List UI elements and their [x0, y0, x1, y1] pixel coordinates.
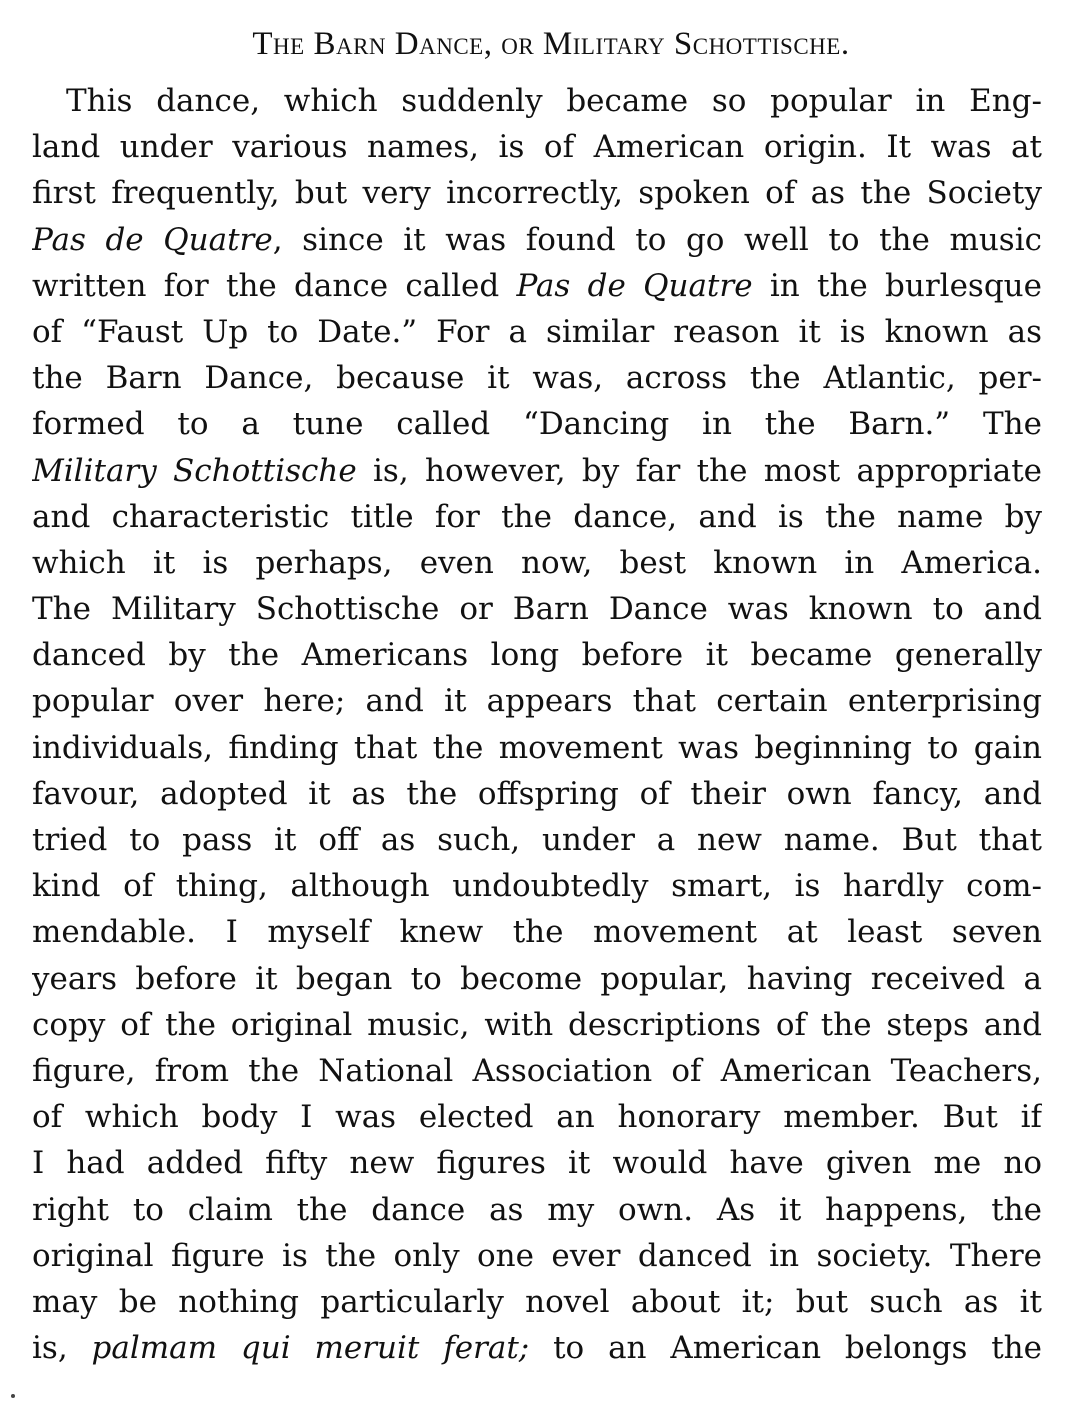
- italic-phrase: Pas de Quatre: [516, 267, 753, 304]
- text-line: formed to a tune called “Dancing in the Barn.” The: [32, 406, 1042, 443]
- italic-phrase: Military Schottische: [32, 452, 357, 489]
- body-text: [32, 78, 1042, 1371]
- text-line: figure, from the National Association of American Teachers,: [32, 1052, 1042, 1089]
- margin-speck: [11, 1394, 15, 1398]
- text-line: favour, adopted it as the offspring of their own fancy, and: [32, 775, 1042, 812]
- text-line: This dance, which suddenly became so popular in Eng-: [66, 83, 1042, 119]
- text-line: The Military Schottische or Barn Dance was known to and: [32, 591, 1042, 628]
- document-page: [32, 22, 1042, 1371]
- italic-phrase: Pas de Quatre: [32, 221, 273, 258]
- text-line: copy of the original music, with descriptions of the steps and: [32, 1006, 1042, 1043]
- text-line: kind of thing, although undoubtedly smart, is hardly com-: [32, 868, 1042, 905]
- text-line: danced by the Americans long before it became generally: [32, 637, 1042, 674]
- text-line: written for the dance called Pas de Quatre in the burlesque: [32, 267, 1042, 304]
- text-line: years before it began to become popular, having received a: [32, 960, 1042, 997]
- text-line: and characteristic title for the dance, and is the name by: [32, 498, 1042, 535]
- text-line: is, palmam qui meruit ferat; to an American belongs the: [32, 1330, 1042, 1367]
- text-line: popular over here; and it appears that certain enterprising: [32, 683, 1042, 720]
- text-line: the Barn Dance, because it was, across the Atlantic, per-: [32, 360, 1042, 397]
- text-line: may be nothing particularly novel about it; but such as it: [32, 1283, 1042, 1320]
- text-line: which it is perhaps, even now, best known in America.: [32, 544, 1042, 581]
- text-line: right to claim the dance as my own. As it happens, the: [32, 1191, 1042, 1228]
- text-line: first frequently, but very incorrectly, spoken of as the Society: [32, 175, 1042, 212]
- text-line: original figure is the only one ever danced in society. There: [32, 1237, 1042, 1274]
- text-line: mendable. I myself knew the movement at least seven: [32, 914, 1042, 951]
- text-line: tried to pass it off as such, under a new name. But that: [32, 822, 1042, 858]
- text-line: I had added fifty new figures it would have given me no: [32, 1145, 1042, 1182]
- text-line: Military Schottische is, however, by far the most appropriate: [32, 452, 1042, 489]
- section-heading: The Barn Dance, or Military Schottische.: [252, 26, 850, 62]
- text-line: land under various names, is of American origin. It was at: [32, 129, 1042, 166]
- italic-phrase: palmam qui meruit ferat;: [91, 1330, 530, 1367]
- text-line: of “Faust Up to Date.” For a similar reason it is known as: [32, 313, 1042, 350]
- text-line: Pas de Quatre, since it was found to go well to the music: [32, 221, 1042, 258]
- text-line: of which body I was elected an honorary member. But if: [32, 1099, 1042, 1136]
- text-line: individuals, finding that the movement was beginning to gain: [32, 729, 1042, 766]
